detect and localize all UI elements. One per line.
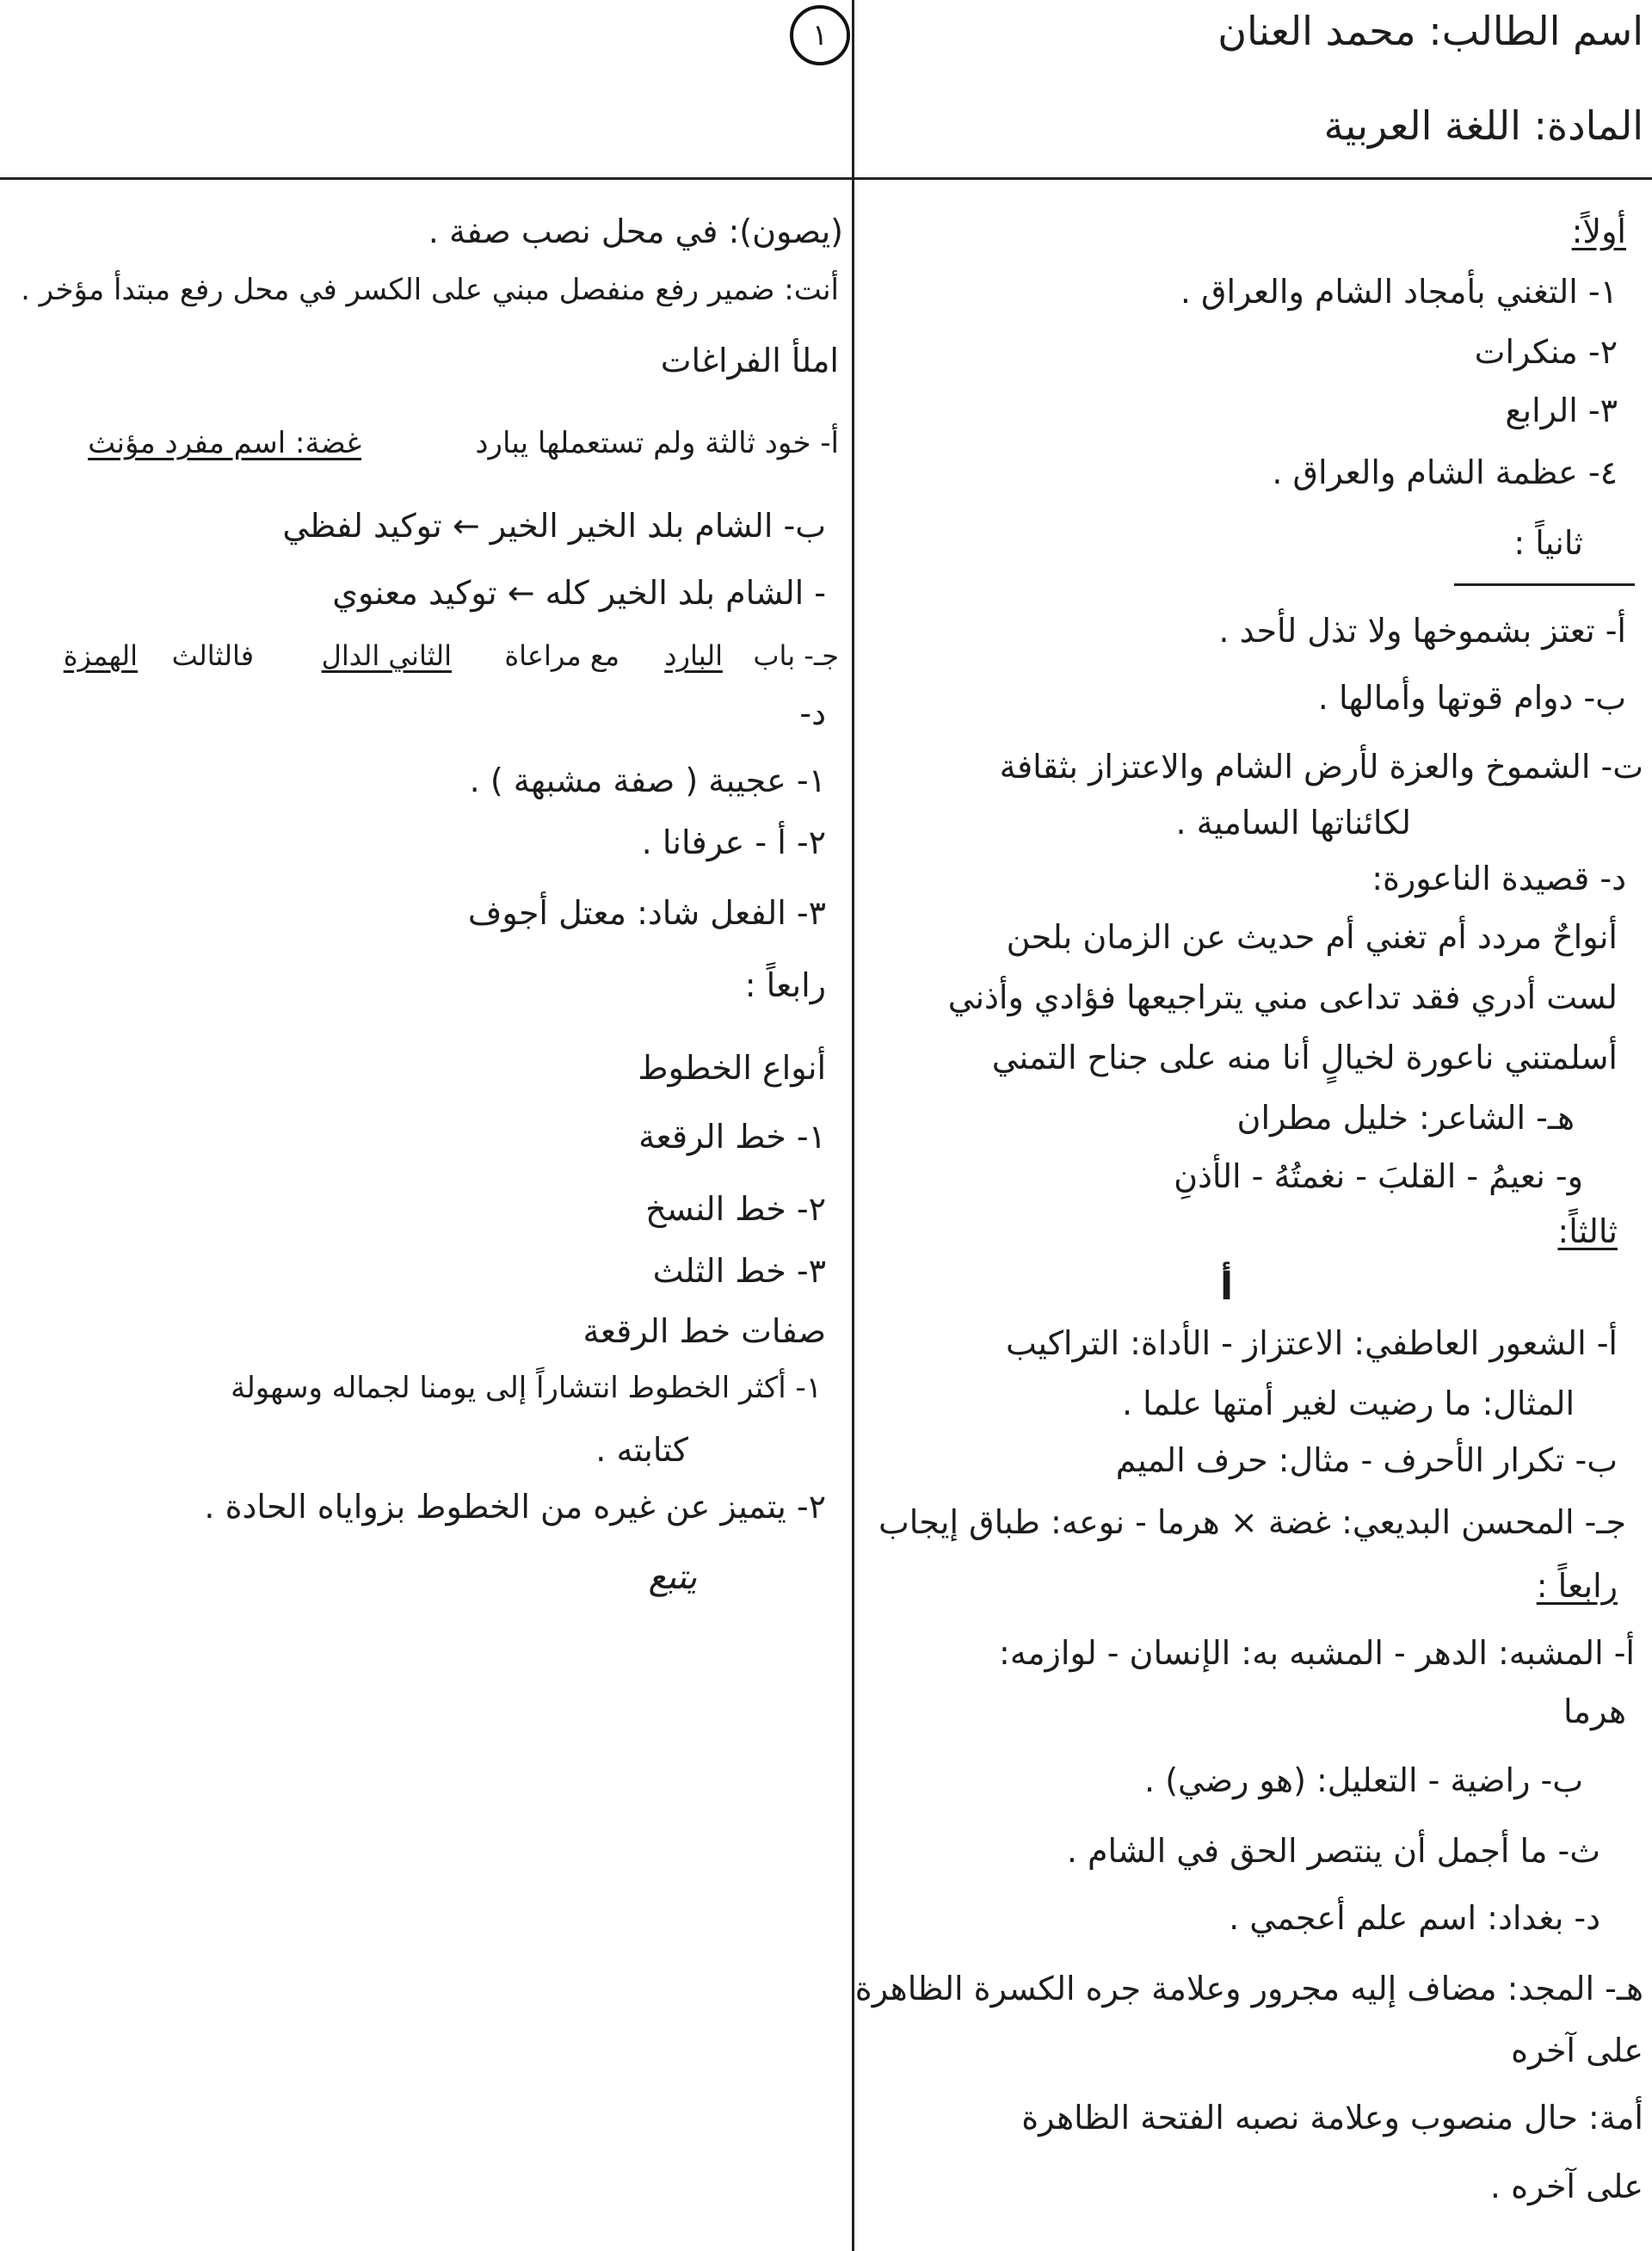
answer-line: أ- تعتز بشموخها ولا تذل لأحد .: [1218, 612, 1626, 650]
answer-line: ت- الشموخ والعزة لأرض الشام والاعتزاز بثقافة: [999, 748, 1643, 786]
answer-line: د-: [799, 694, 826, 732]
fill-line-c-mid3: الثاني الدال: [321, 639, 452, 672]
answer-line: ١- أكثر الخطوط انتشاراً إلى يومنا لجماله وسهولة: [231, 1371, 822, 1405]
poem-verse: لست أدري فقد تداعى مني يتراجيعها فؤادي وأذني: [947, 978, 1618, 1016]
fill-line-c-mid2: مع مراعاة: [504, 639, 620, 672]
column-divider: [852, 0, 854, 2251]
section-rule: [1454, 583, 1635, 586]
section-4-title: رابعاً :: [1536, 1567, 1618, 1605]
answer-line: د- بغداد: اسم علم أعجمي .: [1229, 1899, 1600, 1937]
fill-line-c-mid4: فالثالث: [171, 639, 254, 672]
answer-line: ٣- خط الثلث: [652, 1252, 826, 1290]
answer-line: أمة: حال منصوب وعلامة نصبه الفتحة الظاهرة: [1021, 2099, 1643, 2137]
section-1-title: أولاً:: [1571, 213, 1626, 250]
answer-line: ث- ما أجمل أن ينتصر الحق في الشام .: [1066, 1832, 1600, 1870]
answer-line: صفات خط الرقعة: [583, 1312, 826, 1350]
answer-line: ٤- عظمة الشام والعراق .: [1272, 453, 1618, 491]
answer-line: على آخره: [1511, 2032, 1643, 2069]
answer-line: ١- التغني بأمجاد الشام والعراق .: [1180, 273, 1618, 311]
answer-line: هرما: [1563, 1693, 1626, 1730]
answer-line: ب- راضية - التعليل: (هو رضي) .: [1144, 1761, 1583, 1799]
student-name: اسم الطالب: محمد العنان: [1217, 8, 1643, 54]
section-3-mark: أ: [1220, 1265, 1234, 1309]
answer-line: هـ- الشاعر: خليل مطران: [1236, 1099, 1575, 1137]
answer-line: المثال: ما رضيت لغير أمتها علما .: [1121, 1385, 1575, 1422]
subject-title: المادة: اللغة العربية: [1323, 102, 1643, 149]
poem-verse: أسلمتني ناعورة لخيالٍ أنا منه على جناح التمني: [991, 1039, 1618, 1076]
answer-line: ١- عجيبة ( صفة مشبهة ) .: [469, 762, 826, 799]
answer-line: املأ الفراغات: [660, 342, 839, 379]
answer-line: ٣- الرابع: [1505, 392, 1618, 429]
fill-line-a-start: أ- خود ثالثة ولم تستعملها يبارد: [475, 426, 839, 460]
answer-line: لكائناتها السامية .: [1175, 804, 1411, 842]
header-divider: [0, 177, 1652, 180]
page-number: ١: [811, 18, 829, 52]
answer-line: ب- دوام قوتها وأمالها .: [1317, 679, 1626, 717]
answer-line: ٣- الفعل شاد: معتل أجوف: [467, 894, 826, 932]
section-2-title: ثانياً :: [1513, 524, 1583, 562]
answer-line: ٢- يتميز عن غيره من الخطوط بزواياه الحادة .: [204, 1488, 826, 1526]
section-3-title: ثالثاً:: [1557, 1212, 1618, 1250]
section-4-title-left: رابعاً :: [744, 966, 826, 1004]
fill-line-c-end: الهمزة: [63, 639, 138, 672]
answer-line: ٢- خط النسخ: [645, 1190, 826, 1228]
page-number-badge: [790, 5, 850, 65]
signature: يتبع: [648, 1557, 697, 1597]
answer-line: ب- الشام بلد الخير الخير ← توكيد لفظي: [282, 507, 826, 545]
answer-line: ب- تكرار الأحرف - مثال: حرف الميم: [1115, 1441, 1618, 1479]
answer-line: أنت: ضمير رفع منفصل مبني على الكسر في محل رفع مبتدأ مؤخر .: [21, 273, 839, 307]
answer-line: و- نعيمُ - القلبَ - نغمتُهُ - الأذنِ: [1174, 1157, 1583, 1195]
fill-line-c-start: جـ- باب: [753, 639, 839, 672]
answer-line: على آخره .: [1489, 2168, 1643, 2205]
poem-verse: أنواحٌ مردد أم تغني أم حديث عن الزمان بلحن: [1006, 918, 1618, 956]
answer-line: ٢- منكرات: [1474, 333, 1618, 371]
answer-line: أ- المشبه: الدهر - المشبه به: الإنسان - لوازمه:: [999, 1634, 1635, 1672]
answer-line: د- قصيدة الناعورة:: [1372, 860, 1626, 897]
answer-line: هـ- المجد: مضاف إليه مجرور وعلامة جره الكسرة الظاهرة: [854, 1970, 1643, 2007]
answer-line: أ- الشعور العاطفي: الاعتزاز - الأداة: التراكيب: [1006, 1324, 1618, 1362]
answer-line: جـ- المحسن البديعي: غضة × هرما - نوعه: طباق إيجاب: [878, 1503, 1626, 1541]
answer-line: كتابته .: [595, 1431, 688, 1469]
answer-line: ١- خط الرقعة: [638, 1118, 826, 1156]
answer-line: ٢- أ - عرفانا .: [641, 823, 826, 861]
answer-line: أنواع الخطوط: [638, 1049, 826, 1087]
fill-line-a-end: غضة: اسم مفرد مؤنث: [88, 426, 361, 460]
answer-line: - الشام بلد الخير كله ← توكيد معنوي: [332, 574, 826, 612]
answer-line: (يصون): في محل نصب صفة .: [428, 213, 843, 250]
fill-line-c-mid1: البارد: [664, 639, 723, 672]
